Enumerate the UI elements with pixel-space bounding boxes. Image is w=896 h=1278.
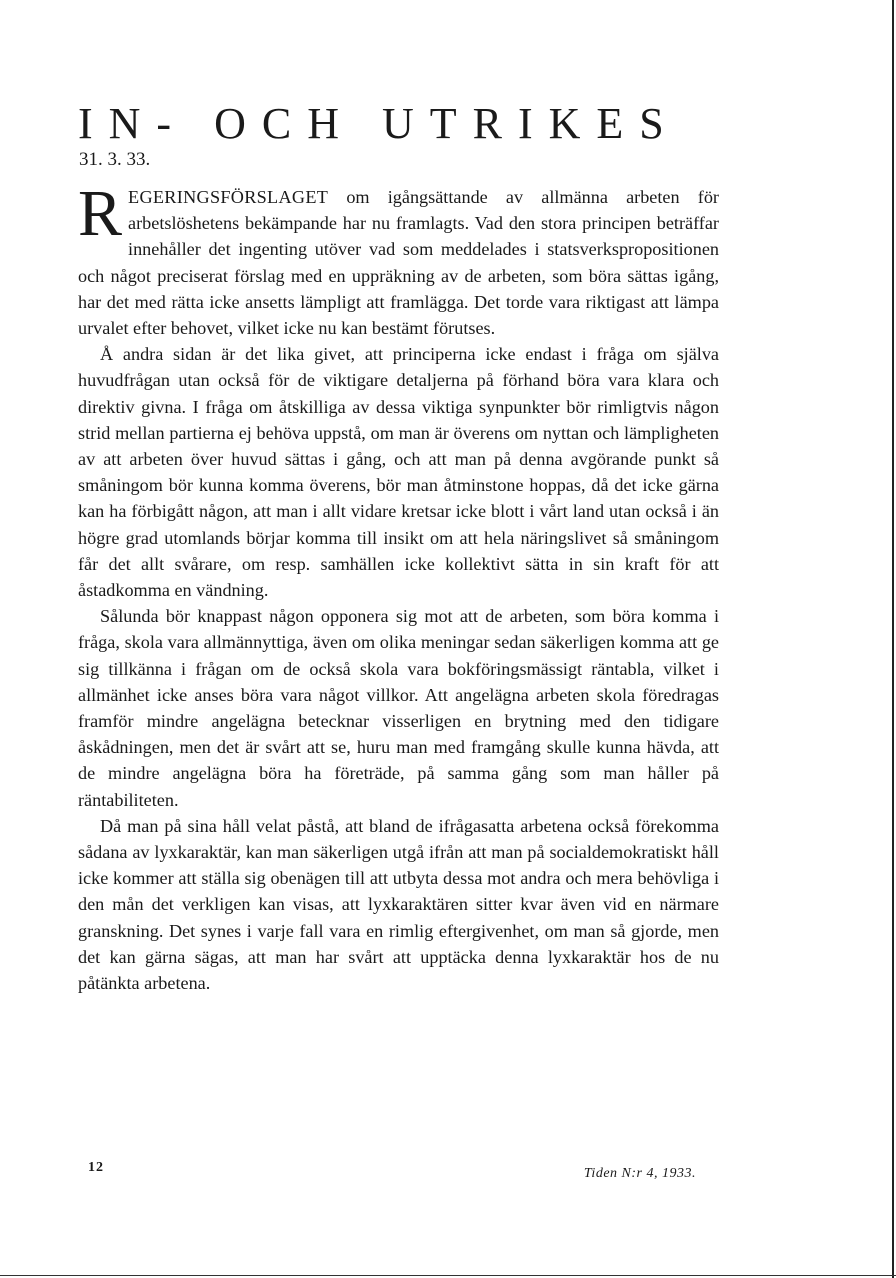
article-body (78, 177, 719, 996)
drop-cap: R (78, 177, 123, 250)
paragraph-1-text: om igångsättande av allmänna arbeten för arbetslöshetens bekämpande har nu framlagts. Vad den stora principen beträffar innehåller det ingenting utöver vad som meddelades i statsverkspropositionen och något preciserat förslag med en uppräkning av de arbeten, som böra sättas igång, har det med rätta icke ansetts lämpligt att framlägga. Det torde vara riktigast att lämpa urvalet efter behovet, vilket icke nu kan bestämt förutses. (78, 187, 719, 339)
section-heading: IN- OCH UTRIKES (78, 99, 680, 148)
journal-reference: Tiden N:r 4, 1933. (583, 1166, 696, 1181)
paragraph-4: Då man på sina håll velat påstå, att bland de ifrågasatta arbetena också förekomma sådana av lyxkaraktär, kan man säkerligen utgå ifrån att man på socialdemokratiskt håll icke kommer att ställa sig obenägen till att utbyta dessa mot andra och mera behövliga i den mån det verkligen kan visas, att lyxkaraktären sitter kvar även vid en närmare granskning. Det synes i varje fall vara en rimlig eftergivenhet, om man så gjorde, men det kan gärna sägas, att man har svårt att upptäcka denna lyxkaraktär hos de nu påtänkta arbetena. (78, 815, 719, 994)
page-edge-bottom (0, 1275, 896, 1276)
lead-caps: EGERINGSFÖRSLAGET (128, 187, 329, 207)
paragraph-3: Sålunda bör knappast någon opponera sig mot att de arbeten, som böra komma i fråga, skola vara allmännyttiga, även om olika meningar sedan säkerligen komma att ge sig tillkänna i frågan om de också skola vara bokföringsmässigt räntabla, vilket i allmänhet icke anses böra vara något villkor. Att angelägna arbeten skola föredragas framför mindre angelägna betecknar visserligen en brytning med den tidigare åskådningen, men det är svårt att se, huru man med framgång skulle kunna hävda, att de mindre angelägna böra ha företräde, på samma gång som man håller på räntabiliteten. (78, 606, 719, 810)
article-date: 31. 3. 33. (79, 149, 151, 170)
paragraph-2: Å andra sidan är det lika givet, att principerna icke endast i fråga om själva huvudfrågan utan också för de viktigare detaljerna på förhand böra vara klara och direktiv givna. I fråga om åtskilliga av dessa viktiga synpunkter bör rimligtvis någon strid mellan partierna ej behöva uppstå, om man är överens om nyttan och lämpligheten av att arbeten över huvud sättas i gång, och att man på denna avgörande punkt så småningom bör kunna komma överens, bör man åtminstone hoppas, då det icke gärna kan ha förbigått någon, att man i allt vidare kretsar icke blott i vårt land utan också i än högre grad utomlands börjar komma till insikt om att hela näringslivet så småningom får det allt svårare, om resp. samhällen icke kollektivt sätta in sin kraft för att åstadkomma en vändning. (78, 344, 719, 601)
page-edge-right (892, 0, 894, 1278)
page-number: 12 (88, 1160, 104, 1175)
paragraph-1 (78, 177, 719, 341)
